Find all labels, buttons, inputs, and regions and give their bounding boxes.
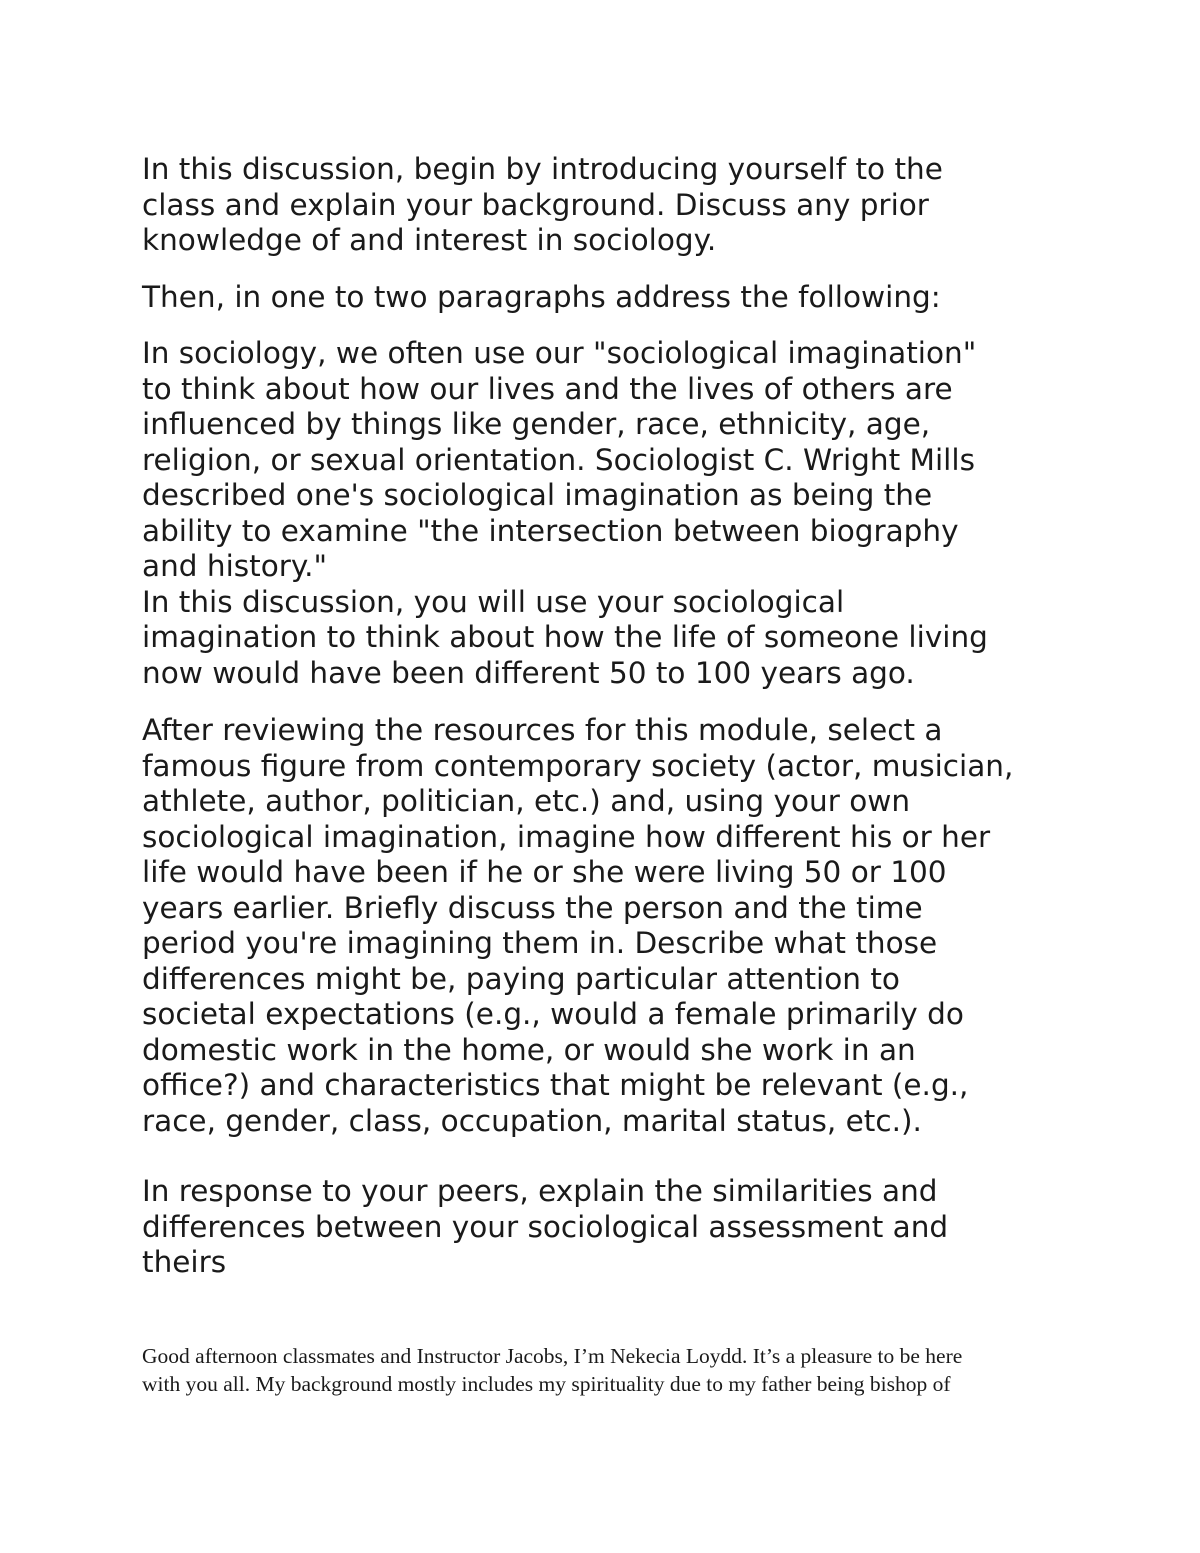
paragraph-spacer xyxy=(142,691,1072,713)
text-line: Then, in one to two paragraphs address the following: xyxy=(142,279,941,314)
text-line: described one's sociological imagination as being the xyxy=(142,478,933,512)
text-line: period you're imagining them in. Describe what those xyxy=(142,926,938,960)
text-line: imagination to think about how the life of someone living xyxy=(142,620,988,654)
text-line: In this discussion, you will use your sociological xyxy=(142,584,845,619)
text-line: class and explain your background. Discuss any prior xyxy=(142,187,929,222)
paragraph-spacer xyxy=(142,1139,1072,1174)
text-line: life would have been if he or she were living 50 or 100 xyxy=(142,855,947,889)
text-line: theirs xyxy=(142,1245,227,1279)
text-line: After reviewing the resources for this module, select a xyxy=(142,713,943,747)
task-paragraph xyxy=(142,713,1072,1139)
text-line: athlete, author, politician, etc.) and, using your own xyxy=(142,784,911,818)
peers-paragraph xyxy=(142,1174,1072,1281)
text-line: race, gender, class, occupation, marital status, etc.). xyxy=(142,1103,922,1138)
text-line: years earlier. Briefly discuss the person and the time xyxy=(142,890,923,925)
text-line: office?) and characteristics that might be relevant (e.g., xyxy=(142,1068,969,1102)
imagination-paragraph xyxy=(142,336,1072,691)
paragraph-spacer xyxy=(142,315,1072,336)
text-line: and history." xyxy=(142,549,328,583)
then-paragraph xyxy=(142,280,1072,316)
text-line: sociological imagination, imagine how different his or her xyxy=(142,819,991,854)
paragraph-spacer xyxy=(142,259,1072,280)
text-line: In sociology, we often use our "sociological imagination" xyxy=(142,336,977,370)
text-line: In response to your peers, explain the similarities and xyxy=(142,1174,938,1208)
discussion-prompt xyxy=(142,152,1072,1281)
text-line: differences between your sociological assessment and xyxy=(142,1209,949,1244)
text-line: famous figure from contemporary society (actor, musician, xyxy=(142,748,1014,783)
student-response xyxy=(142,1342,1072,1398)
text-line: Good afternoon classmates and Instructor Jacobs, I’m Nekecia Loydd. It’s a pleasure to be here xyxy=(142,1344,963,1368)
intro-paragraph xyxy=(142,152,1072,259)
text-line: now would have been different 50 to 100 years ago. xyxy=(142,655,915,690)
text-line: religion, or sexual orientation. Sociologist C. Wright Mills xyxy=(142,442,975,477)
text-line: influenced by things like gender, race, ethnicity, age, xyxy=(142,407,931,441)
text-line: to think about how our lives and the lives of others are xyxy=(142,371,953,406)
text-line: ability to examine "the intersection between biography xyxy=(142,513,959,548)
text-line: knowledge of and interest in sociology. xyxy=(142,223,717,257)
text-line: domestic work in the home, or would she work in an xyxy=(142,1032,916,1067)
text-line: differences might be, paying particular attention to xyxy=(142,961,900,996)
text-line: with you all. My background mostly includes my spirituality due to my father being bishop of xyxy=(142,1372,951,1396)
text-line: societal expectations (e.g., would a female primarily do xyxy=(142,997,964,1031)
text-line: In this discussion, begin by introducing yourself to the xyxy=(142,152,943,186)
